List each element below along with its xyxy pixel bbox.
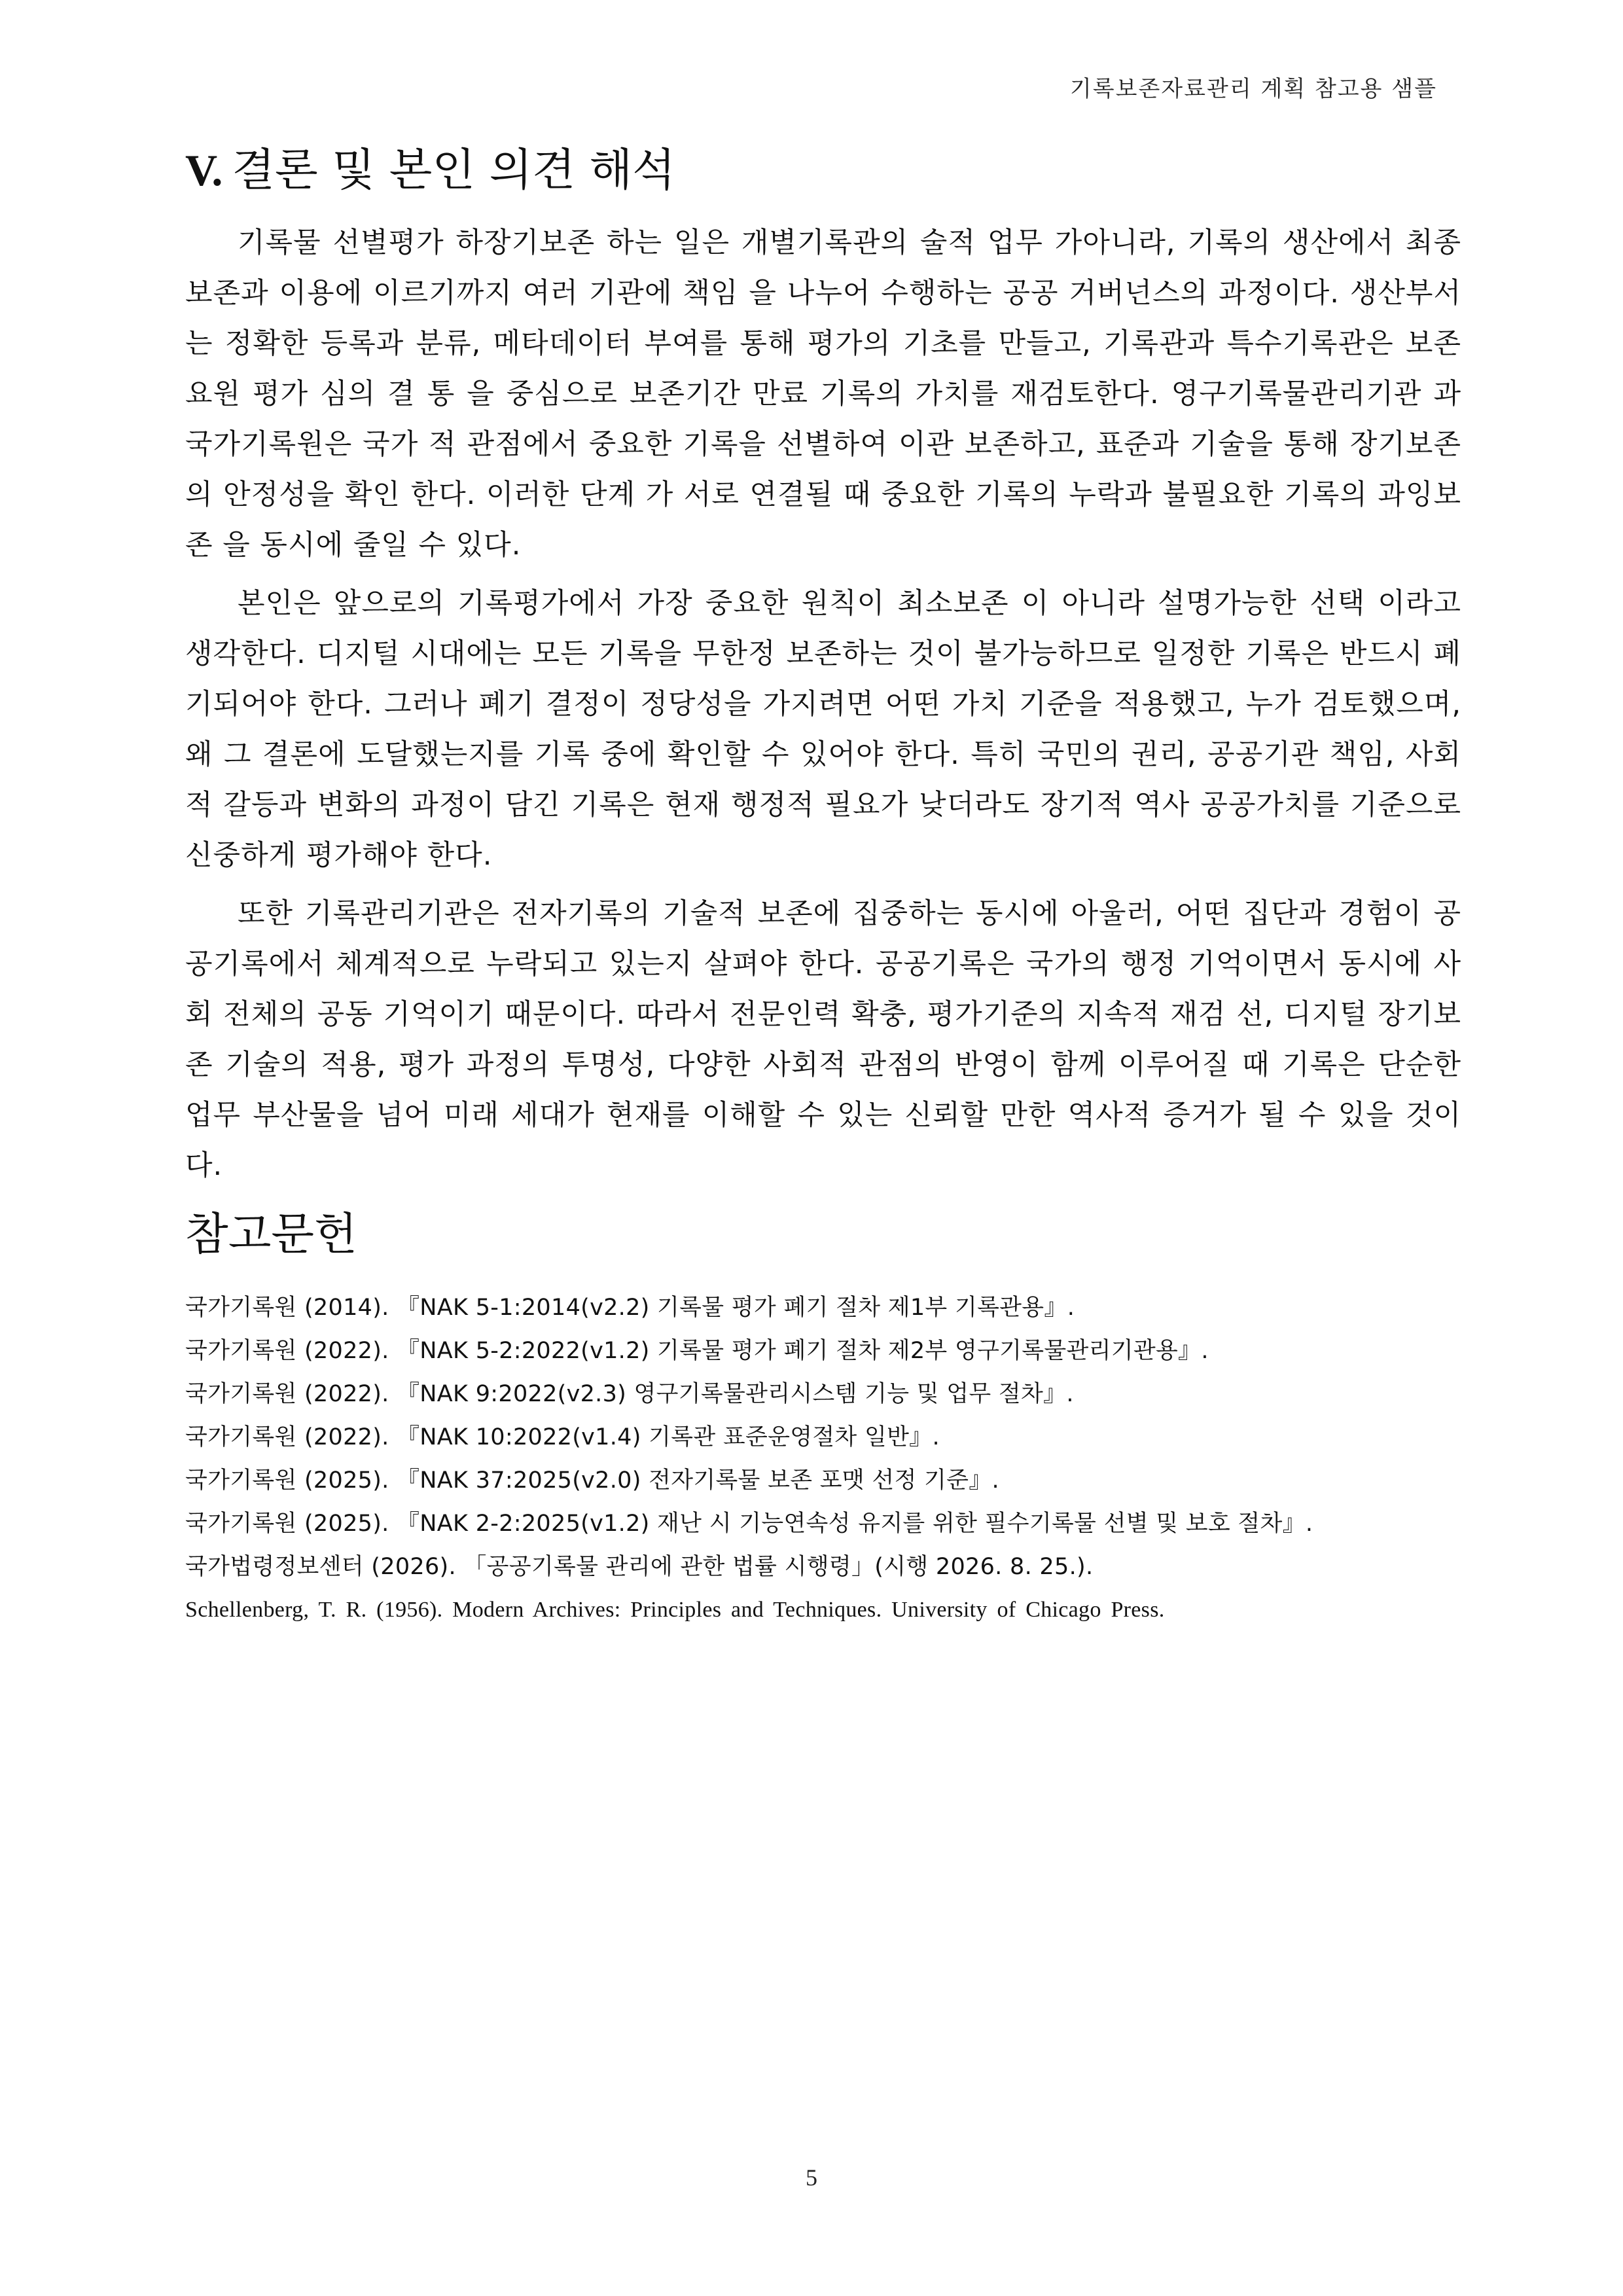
page-number: 5 [806, 2164, 817, 2191]
body-paragraph-3: 또한 기록관리기관은 전자기록의 기술적 보존에 집중하는 동시에 아울러, 어떤 집단과 경험이 공공기록에서 체계적으로 누락되고 있는지 살펴야 한다. 공공기록은 국가의 행정 기억이면서 동시에 사회 전체의 공동 기억이기 때문이다. 따라서 전문인력 확충, 평가기준의 지속적 재검 선, 디지털 장기보존 기술의 적용, 평가 과정의 투명성, 다양한 사회적 관점의 반영이 함께 이루어질 때 기록은 단순한 업무 부산물을 넘어 미래 세대가 현재를 이해할 수 있는 신뢰할 만한 역사적 증거가 될 수 있을 것이다. [185, 897, 1461, 1182]
reference-list [185, 1286, 1461, 1632]
page-content [185, 143, 1461, 1632]
reference-item: 국가기록원 (2025). 『NAK 2-2:2025(v1.2) 재난 시 기능연속성 유지를 위한 필수기록물 선별 및 보호 절차』. [185, 1511, 1313, 1537]
body-paragraph-1: 기록물 선별평가 하장기보존 하는 일은 개별기록관의 술적 업무 가아니라, 기록의 생산에서 최종 보존과 이용에 이르기까지 여러 기관에 책임 을 나누어 수행하는 공공 거버넌스의 과정이다. 생산부서는 정확한 등록과 분류, 메타데이터 부여를 통해 평가의 기초를 만들고, 기록관과 특수기록관은 보존 요원 평가 심의 결 통 을 중심으로 보존기간 만료 기록의 가치를 재검토한다. 영구기록물관리기관 과 국가기록원은 국가 적 관점에서 중요한 기록을 선별하여 이관 보존하고, 표준과 기술을 통해 장기보존의 안정성을 확인 한다. 이러한 단계 가 서로 연결될 때 중요한 기록의 누락과 불필요한 기록의 과잉보존 을 동시에 줄일 수 있다. [185, 226, 1461, 562]
reference-item: 국가법령정보센터 (2026). 「공공기록물 관리에 관한 법률 시행령」(시행 2026. 8. 25.). [185, 1554, 1094, 1580]
reference-item: Schellenberg, T. R. (1956). Modern Archives: Principles and Techniques. University of Chicago Press. [185, 1598, 1165, 1622]
references-heading: 참고문헌 [185, 1209, 357, 1261]
body-paragraph-2: 본인은 앞으로의 기록평가에서 가장 중요한 원칙이 최소보존 이 아니라 설명가능한 선택 이라고 생각한다. 디지털 시대에는 모든 기록을 무한정 보존하는 것이 불가능하므로 일정한 기록은 반드시 폐기되어야 한다. 그러나 폐기 결정이 정당성을 가지려면 어떤 가치 기준을 적용했고, 누가 검토했으며, 왜 그 결론에 도달했는지를 기록 중에 확인할 수 있어야 한다. 특히 국민의 권리, 공공기관 책임, 사회적 갈등과 변화의 과정이 담긴 기록은 현재 행정적 필요가 낮더라도 장기적 역사 공공가치를 기준으로 신중하게 평가해야 한다. [185, 587, 1461, 872]
section-title: 결론 및 본인 의견 해석 [232, 145, 675, 196]
section-number: V. [185, 145, 223, 195]
running-header: 기록보존자료관리 계획 참고용 샘플 [1069, 76, 1437, 102]
reference-item: 국가기록원 (2014). 『NAK 5-1:2014(v2.2) 기록물 평가 폐기 절차 제1부 기록관용』. [185, 1295, 1075, 1321]
reference-item: 국가기록원 (2022). 『NAK 5-2:2022(v1.2) 기록물 평가 폐기 절차 제2부 영구기록물관리기관용』. [185, 1338, 1209, 1364]
reference-item: 국가기록원 (2022). 『NAK 9:2022(v2.3) 영구기록물관리시스템 기능 및 업무 절차』. [185, 1381, 1074, 1407]
reference-item: 국가기록원 (2025). 『NAK 37:2025(v2.0) 전자기록물 보존 포맷 선정 기준』. [185, 1467, 999, 1494]
section-heading [185, 143, 1461, 198]
reference-item: 국가기록원 (2022). 『NAK 10:2022(v1.4) 기록관 표준운영절차 일반』. [185, 1424, 940, 1450]
